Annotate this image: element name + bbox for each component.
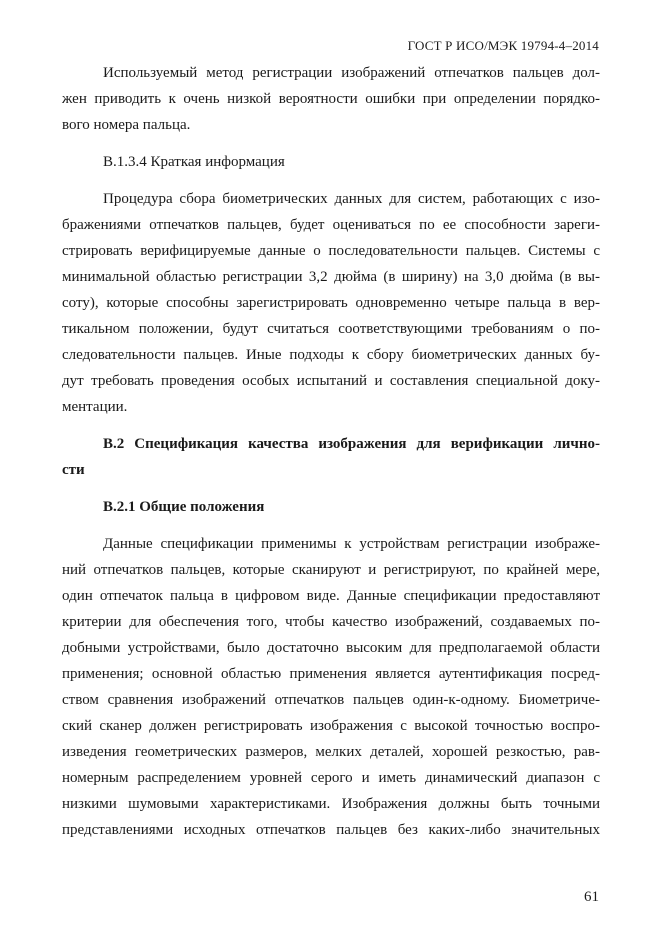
text-line: следовательности пальцев. Иные подходы к сбору биометрических данных бу- bbox=[62, 347, 600, 363]
document-body bbox=[62, 60, 600, 843]
text-line: изведения геометрических размеров, мелких деталей, хорошей резкостью, рав- bbox=[62, 744, 600, 760]
text-line: дут требовать проведения особых испытаний и составления специальной доку- bbox=[62, 373, 600, 389]
text-line: тикальном положении, будут считаться соответствующими требованиям о по- bbox=[62, 321, 600, 337]
text-line: один отпечаток пальца в цифровом виде. Данные спецификации предоставляют bbox=[62, 588, 600, 604]
text-line: применения; основной областью применения является аутентификация посред- bbox=[62, 666, 600, 682]
text-line: критерии для обеспечения того, чтобы качество изображений, создаваемых по- bbox=[62, 614, 600, 630]
text-line: жен приводить к очень низкой вероятности ошибки при определении порядко- bbox=[62, 91, 600, 107]
text-line: Процедура сбора биометрических данных для систем, работающих с изо- bbox=[103, 191, 600, 207]
text-line: добными устройствами, было достаточно высоким для предполагаемой области bbox=[62, 640, 600, 656]
heading-line: В.1.3.4 Краткая информация bbox=[103, 154, 285, 170]
heading-line: В.2.1 Общие положения bbox=[103, 499, 265, 515]
page-number: 61 bbox=[584, 889, 599, 905]
text-line: ством сравнения изображений отпечатков пальцев один-к-одному. Биометриче- bbox=[62, 692, 600, 708]
heading-line: сти bbox=[62, 462, 85, 478]
text-line: ский сканер должен регистрировать изображения с высокой точностью воспро- bbox=[62, 718, 600, 734]
text-line: ментации. bbox=[62, 399, 128, 415]
text-line: низкими шумовыми характеристиками. Изображения должны быть точными bbox=[62, 796, 600, 812]
text-line: Данные спецификации применимы к устройствам регистрации изображе- bbox=[103, 536, 600, 552]
subsection-heading-b21 bbox=[62, 494, 600, 520]
text-line: стрировать верифицируемые данные о последовательности пальцев. Системы с bbox=[62, 243, 600, 259]
text-line: минимальной областью регистрации 3,2 дюйма (в ширину) на 3,0 дюйма (в вы- bbox=[62, 269, 600, 285]
heading-line: В.2 Спецификация качества изображения для верификации лично- bbox=[103, 436, 600, 452]
paragraph-method bbox=[62, 60, 600, 138]
subsection-heading-b134 bbox=[62, 149, 600, 175]
text-line: номерным распределением уровней серого и иметь динамический диапазон с bbox=[62, 770, 600, 786]
text-line: Используемый метод регистрации изображений отпечатков пальцев дол- bbox=[103, 65, 600, 81]
text-line: вого номера пальца. bbox=[62, 117, 191, 133]
text-line: бражениями отпечатков пальцев, будет оцениваться по ее способности зареги- bbox=[62, 217, 600, 233]
text-line: ний отпечатков пальцев, которые сканируют и регистрируют, по крайней мере, bbox=[62, 562, 600, 578]
text-line: представлениями исходных отпечатков пальцев без каких-либо значительных bbox=[62, 822, 600, 838]
text-line: соту), которые способны зарегистрировать одновременно четыре пальца в вер- bbox=[62, 295, 600, 311]
paragraph-specifications bbox=[62, 531, 600, 843]
section-heading-b2 bbox=[62, 431, 600, 483]
paragraph-procedure bbox=[62, 186, 600, 420]
page-header-standard: ГОСТ Р ИСО/МЭК 19794-4–2014 bbox=[407, 38, 599, 53]
